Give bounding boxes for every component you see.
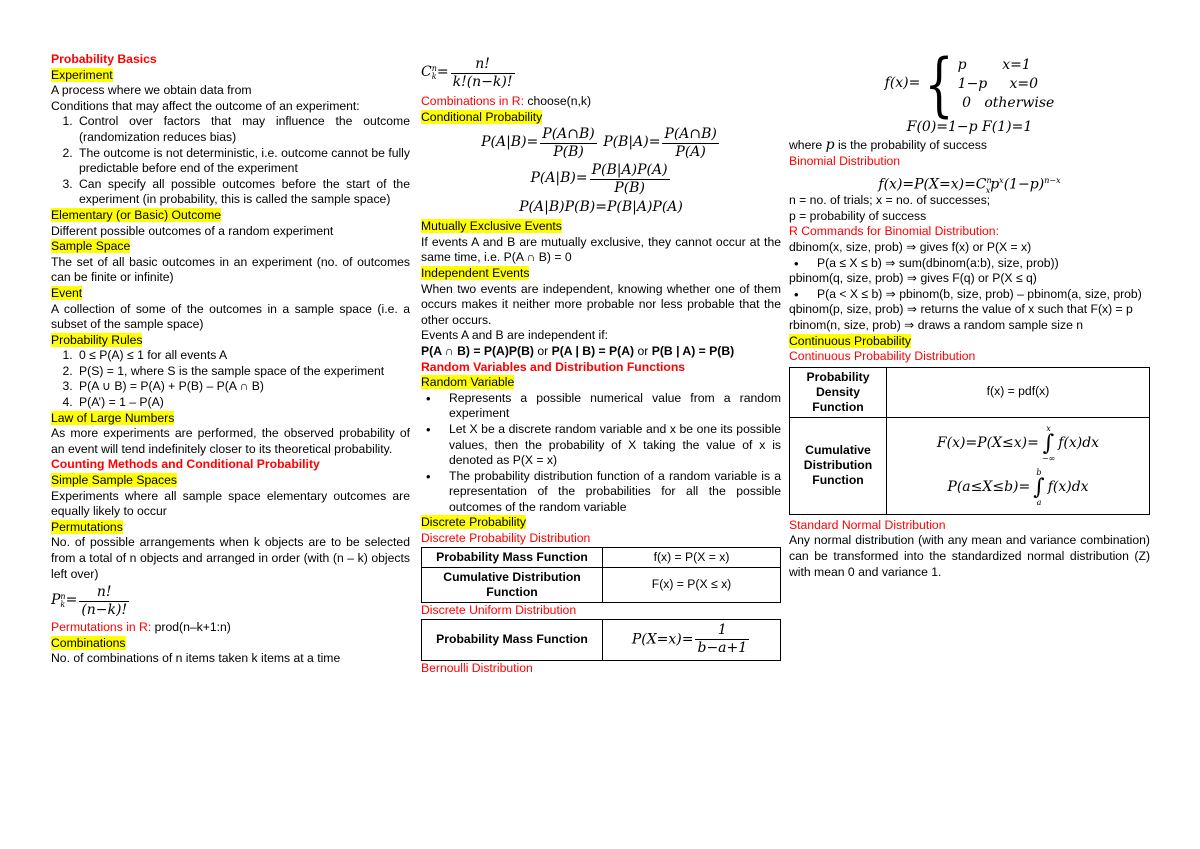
bernoulli-where [789, 138, 1150, 154]
pdf-label: Probability Density Function [790, 367, 887, 417]
dbinom-line: dbinom(x, size, prob) ⇒ gives f(x) or P(X = x) [789, 239, 1032, 254]
case-row: 0 otherwise [957, 94, 1055, 111]
combinations-r-command: choose(n,k) [523, 94, 592, 108]
formula-symbol: C [421, 64, 432, 81]
probability-rules-list [51, 348, 410, 410]
dbinom-list [789, 256, 1150, 272]
list-item: • P(a ≤ X ≤ b) ⇒ sum(dbinom(a:b), size, prob)) [814, 256, 1150, 272]
pdf-value: f(x) = pdf(x) [887, 367, 1150, 417]
heading-law-of-large-numbers: Law of Large Numbers [51, 410, 175, 425]
upper-limit: b [1036, 467, 1042, 477]
experiment-conditions: Conditions that may affect the outcome of an experiment: [51, 98, 360, 113]
pmf-value: f(x) = P(X = x) [603, 547, 781, 568]
heading-combinations: Combinations [51, 635, 126, 650]
integral-sign: b ∫ a [1033, 467, 1045, 507]
list-item: 4. P(A’) = 1 – P(A) [76, 395, 410, 411]
heading-mutually-exclusive: Mutually Exclusive Events [421, 219, 562, 234]
binomial-p-desc: p = probability of success [789, 208, 927, 223]
column-1 [51, 52, 410, 667]
integrand: f(x)dx [1058, 434, 1100, 451]
integral-sign: x ∫ −∞ [1041, 423, 1056, 463]
text: where [789, 138, 826, 152]
lower-limit: a [1036, 497, 1042, 507]
permutations-r-command: prod(n–k+1:n) [151, 620, 231, 635]
independent-events-definition: When two events are independent, knowing whether one of them occurs makes it neither more probable nor less probable that the other occurs. [421, 281, 781, 327]
heading-permutations: Permutations [51, 519, 123, 534]
permutation-formula: P n k = $\frac{n!}{(n-k)!}$ [51, 583, 128, 618]
column-3 [789, 43, 1150, 580]
heading-event: Event [51, 285, 83, 300]
text: is the probability of success [834, 138, 987, 152]
ccdf-formula-2 [891, 466, 1145, 510]
table-row [422, 619, 781, 660]
discrete-distribution-table [421, 547, 781, 604]
numerator: n! [79, 584, 129, 602]
sample-space-definition: The set of all basic outcomes in an experiment (no. of outcomes can be finite or infinite) [51, 254, 410, 285]
or-word: or [533, 343, 552, 358]
heading-conditional-probability: Conditional Probability [421, 109, 543, 124]
or-word: or [634, 343, 652, 358]
formula-lhs: P(a≤X≤b)= [947, 478, 1031, 495]
case-row: 1−p x=0 [957, 75, 1039, 92]
formula-lhs: F(x)=P(X≤x)= [936, 434, 1039, 451]
heading-sample-space: Sample Space [51, 239, 131, 254]
ccdf-label: Cumulative Distribution Function [790, 417, 887, 514]
combination-formula: C n k = $\frac{n!}{k!(n-k)!}$ [421, 55, 513, 90]
random-variable-list [421, 391, 781, 516]
conditional-formula-3: P(A|B)P(B)=P(B|A)P(A) [519, 199, 683, 216]
qbinom-line: qbinom(p, size, prob) ⇒ returns the value of x such that F(x) = p [789, 302, 1133, 317]
brace-glyph: { [924, 43, 954, 125]
combinations-definition: No. of combinations of n items taken k items at a time [51, 651, 341, 666]
heading-elementary-outcome: Elementary (or Basic) Outcome [51, 207, 222, 222]
continuous-distribution-table [789, 367, 1150, 515]
binomial-n-desc: n = no. of trials; x = no. of successes; [789, 193, 991, 208]
denominator: b−a+1 [697, 640, 748, 657]
list-item: • Let X be a discrete random variable and x be one its possible values, then the probability of X taking the value of x is denoted as P(X = x) [446, 422, 781, 469]
pmf-label: Probability Mass Function [422, 547, 603, 568]
elementary-definition: Different possible outcomes of a random experiment [51, 223, 334, 238]
numerator: 1 [695, 622, 749, 640]
lower-limit: −∞ [1041, 453, 1056, 463]
table-row [422, 568, 781, 603]
table-row [790, 367, 1150, 417]
heading-probability-basics: Probability Basics [51, 52, 157, 66]
uniform-pmf-label: Probability Mass Function [422, 619, 603, 660]
experiment-conditions-list [51, 114, 410, 208]
uniform-pmf-formula [603, 619, 781, 660]
heading-random-variable: Random Variable [421, 375, 515, 390]
formula-lhs: f(x)= [884, 75, 921, 92]
combination-fraction [451, 56, 515, 91]
formula-part: (1−p) [1003, 176, 1045, 193]
list-item: 2. P(S) = 1, where S is the sample space of the experiment [76, 364, 410, 380]
cdf-value: F(x) = P(X ≤ x) [603, 568, 781, 603]
formula-lhs: f(x)=P(X=x)=C [878, 176, 987, 193]
list-item: 2. The outcome is not deterministic, i.e. outcome cannot be fully predictable before end of the experiment [76, 146, 410, 177]
formula-part: p [990, 176, 1000, 193]
list-item: 3. Can specify all possible outcomes before the start of the experiment (in probability, this is called the sample space) [76, 177, 410, 208]
case-row: p x=1 [957, 56, 1031, 73]
permutations-r-label: Permutations in R: [51, 620, 152, 635]
uniform-distribution-table [421, 619, 781, 661]
list-item: 3. P(A ∪ B) = P(A) + P(B) – P(A ∩ B) [76, 379, 410, 395]
numerator: n! [451, 56, 515, 74]
binomial-formula: $f(x)=P(X=x)=C^n_xp^x(1-p)^{n-x}$ [878, 176, 1061, 195]
upper-limit: x [1046, 423, 1051, 433]
combinations-r-label: Combinations in R: [421, 94, 524, 108]
denominator: (n−k)! [81, 601, 128, 618]
column-2 [421, 52, 781, 676]
list-item: • P(a < X ≤ b) ⇒ pbinom(b, size, prob) – pbinom(a, size, prob) [814, 287, 1150, 303]
heading-continuous-probability: Continuous Probability [789, 333, 911, 348]
event-definition: A collection of some of the outcomes in a sample space (i.e. a subset of the sample space) [51, 301, 410, 332]
table-row [790, 417, 1150, 514]
independence-condition: P(A ∩ B) = P(A)P(B) [421, 343, 534, 358]
pbinom-line: pbinom(q, size, prob) ⇒ gives F(q) or P(X ≤ q) [789, 271, 1037, 286]
denominator: k!(n−k)! [452, 73, 513, 90]
independence-condition: P(B | A) = P(B) [651, 343, 735, 358]
conditional-formula-1: P(A|B)= $\frac{P(A\cap B)}{P(B)}$ P(B|A)= $\frac{P(A\cap B)}{P(A)}$ [481, 125, 717, 160]
heading-counting-methods: Counting Methods and Conditional Probability [51, 457, 320, 472]
mutually-exclusive-definition: If events A and B are mutually exclusive, they cannot occur at the same time, i.e. P(A ∩ B) = 0 [421, 234, 781, 265]
pbinom-list [789, 287, 1150, 303]
simple-sample-spaces-definition: Experiments where all sample space elementary outcomes are equally likely to occur [51, 488, 410, 519]
heading-random-variables: Random Variables and Distribution Functions [421, 359, 686, 374]
bernoulli-cdf: F(0)=1−p F(1)=1 [906, 119, 1033, 135]
binomial-label: Binomial Distribution [789, 153, 901, 168]
permutation-fraction [79, 584, 129, 619]
formula-lhs: P(X=x)= [631, 631, 694, 648]
bernoulli-pmf [789, 43, 1150, 125]
heading-independent-events: Independent Events [421, 265, 530, 280]
integrand: f(x)dx [1047, 478, 1089, 495]
r-commands-label: R Commands for Binomial Distribution: [789, 224, 999, 239]
heading-experiment: Experiment [51, 67, 113, 82]
ccdf-formulas [887, 417, 1150, 514]
bernoulli-label: Bernoulli Distribution [421, 660, 533, 675]
continuous-distribution-label: Continuous Probability Distribution [789, 349, 976, 364]
list-item: • Represents a possible numerical value from a random experiment [446, 391, 781, 422]
standard-normal-label: Standard Normal Distribution [789, 517, 946, 532]
experiment-definition: A process where we obtain data from [51, 83, 252, 98]
heading-probability-rules: Probability Rules [51, 332, 143, 347]
heading-discrete-probability: Discrete Probability [421, 515, 526, 530]
list-item: • The probability distribution function of a random variable is a representation of the probabilities for all the possible outcomes of the random variable [446, 469, 781, 516]
independent-conditions [421, 344, 781, 360]
independence-condition: P(A | B) = P(A) [551, 343, 635, 358]
permutations-definition: No. of possible arrangements when k objects are to be selected from a total of n objects and arranged in order (with (n – k) objects left over) [51, 535, 410, 581]
heading-simple-sample-spaces: Simple Sample Spaces [51, 473, 177, 488]
ccdf-formula-1 [891, 422, 1145, 466]
bernoulli-cases [958, 56, 1055, 113]
lln-definition: As more experiments are performed, the observed probability of an event will tend indefinitely closer to its theoretical probability. [51, 426, 410, 456]
rbinom-line: rbinom(n, size, prob) ⇒ draws a random sample size n [789, 317, 1084, 332]
conditional-formula-2: P(A|B)= $\frac{P(B|A)P(A)}{P(B)}$ [530, 161, 668, 196]
cdf-label: Cumulative Distribution Function [422, 568, 603, 603]
list-item: 1. 0 ≤ P(A) ≤ 1 for all events A [76, 348, 410, 364]
formula-symbol: P [51, 592, 61, 609]
independent-if: Events A and B are independent if: [421, 328, 609, 343]
discrete-distribution-label: Discrete Probability Distribution [421, 531, 591, 546]
discrete-uniform-label: Discrete Uniform Distribution [421, 603, 577, 618]
standard-normal-definition: Any normal distribution (with any mean and variance combination) can be transformed into the standardized normal distribution (Z) with mean 0 and variance 1. [789, 533, 1150, 579]
p-symbol: p [825, 137, 835, 153]
list-item: 1. Control over factors that may influence the outcome (randomization reduces bias) [76, 114, 410, 145]
table-row [422, 547, 781, 568]
conditional-formulas [421, 125, 781, 219]
